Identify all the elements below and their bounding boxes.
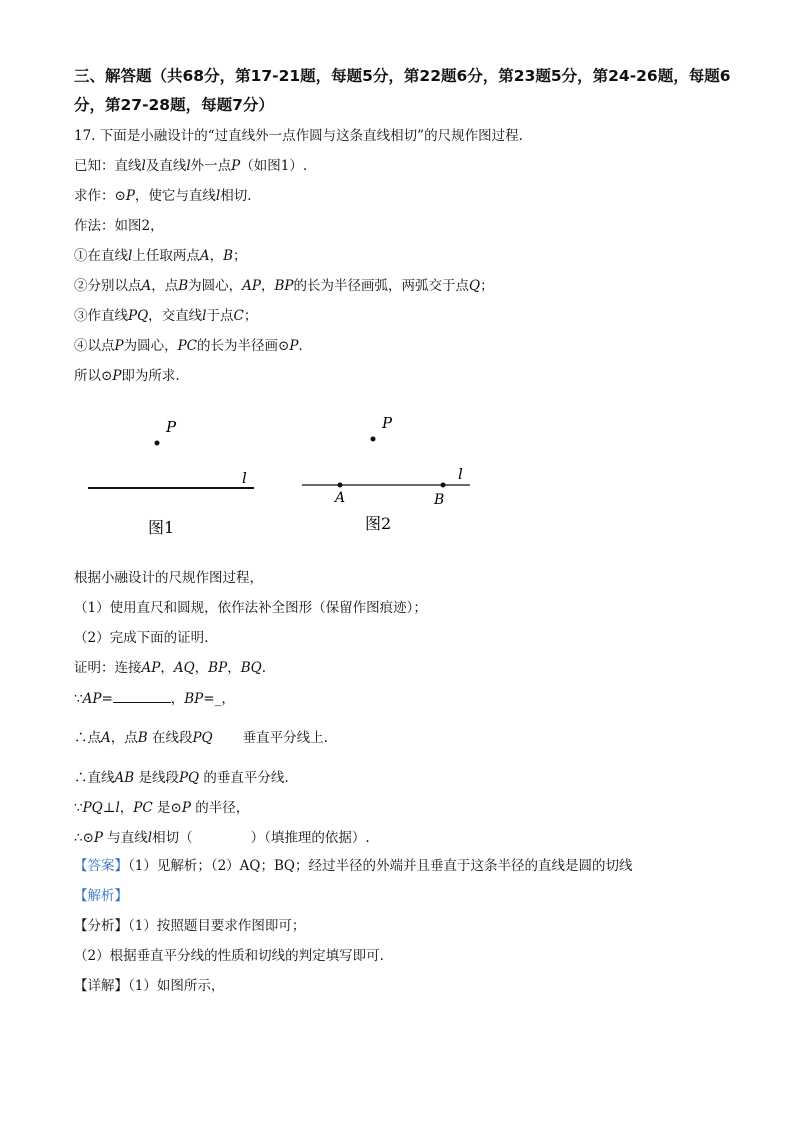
proof-therefore-2: ∴直线AB 是线段PQ 的垂直平分线. bbox=[74, 770, 289, 786]
proof-because-1: ∵AP= ，BP=_， bbox=[74, 688, 235, 709]
fig2-point-p bbox=[371, 437, 376, 442]
detail-line: 【详解】（1）如图所示， bbox=[74, 978, 225, 994]
answer-blank-1[interactable] bbox=[113, 688, 171, 703]
figure-1 bbox=[88, 418, 254, 537]
fig2-label-p: P bbox=[382, 414, 393, 432]
fenxi-line: 【分析】（1）按照题目要求作图即可； bbox=[74, 918, 306, 934]
known-line: 已知：直线l及直线l外一点P（如图1）. bbox=[74, 158, 308, 174]
fenxi-tag: 【分析】 bbox=[74, 918, 128, 934]
section-heading: 三、解答题（共68分，第17-21题，每题5分，第22题6分，第23题5分，第24-26题，每题6分，第27-28题，每题7分） bbox=[74, 67, 731, 114]
step-1: ①在直线l上任取两点A，B； bbox=[74, 248, 247, 264]
answer-tag: 【答案】 bbox=[74, 858, 128, 874]
problem-intro: 17. 下面是小融设计的“过直线外一点作圆与这条直线相切”的尺规作图过程. bbox=[74, 128, 523, 144]
detail-tag: 【详解】 bbox=[74, 978, 128, 994]
fig2-label-b: B bbox=[434, 492, 445, 508]
fig1-label-l: l bbox=[242, 469, 247, 487]
fig2-label-a: A bbox=[335, 490, 346, 506]
fig1-label-p: P bbox=[166, 418, 177, 436]
answer-text: （1）见解析；（2）AQ；BQ；经过半径的外端并且垂直于这条半径的直线是圆的切线 bbox=[128, 858, 633, 874]
analysis-tag-line bbox=[74, 886, 128, 906]
fig1-caption: 图1 bbox=[148, 518, 175, 537]
fig2-label-l: l bbox=[458, 465, 463, 483]
fenxi-line-2: （2）根据垂直平分线的性质和切线的判定填写即可. bbox=[74, 948, 384, 964]
step-4: ④以点P为圆心，PC的长为半径画⊙P. bbox=[74, 338, 303, 354]
proof-therefore-3: ∴⊙P 与直线l相切（ ）（填推理的依据）. bbox=[74, 830, 370, 846]
answer-line bbox=[74, 856, 632, 876]
proof-therefore-1: ∴点A，点B 在线段PQ 垂直平分线上. bbox=[74, 730, 328, 746]
fig2-caption: 图2 bbox=[365, 514, 392, 533]
fig2-point-b bbox=[441, 483, 446, 488]
fig2-point-a bbox=[338, 483, 343, 488]
fig1-point-p bbox=[155, 441, 160, 446]
task-1: （1）使用直尺和圆规，依作法补全图形（保留作图痕迹）； bbox=[74, 600, 427, 616]
step-2: ②分别以点A，点B为圆心，AP，BP的长为半径画弧，两弧交于点Q； bbox=[74, 278, 494, 294]
figures-svg bbox=[0, 0, 800, 560]
seek-line: 求作：⊙P，使它与直线l相切. bbox=[74, 188, 252, 204]
method-line: 作法：如图2， bbox=[74, 218, 164, 234]
step-3: ③作直线PQ，交直线l于点C； bbox=[74, 308, 258, 324]
proof-connect: 证明：连接AP，AQ，BP，BQ. bbox=[74, 660, 266, 676]
analysis-tag: 【解析】 bbox=[74, 888, 128, 904]
proof-because-2: ∵PQ⊥l，PC 是⊙P 的半径， bbox=[74, 800, 250, 816]
tasks-lead: 根据小融设计的尺规作图过程， bbox=[74, 570, 263, 586]
task-2: （2）完成下面的证明. bbox=[74, 630, 209, 646]
conclusion-line: 所以⊙P即为所求. bbox=[74, 368, 180, 384]
figure-2 bbox=[302, 414, 470, 533]
